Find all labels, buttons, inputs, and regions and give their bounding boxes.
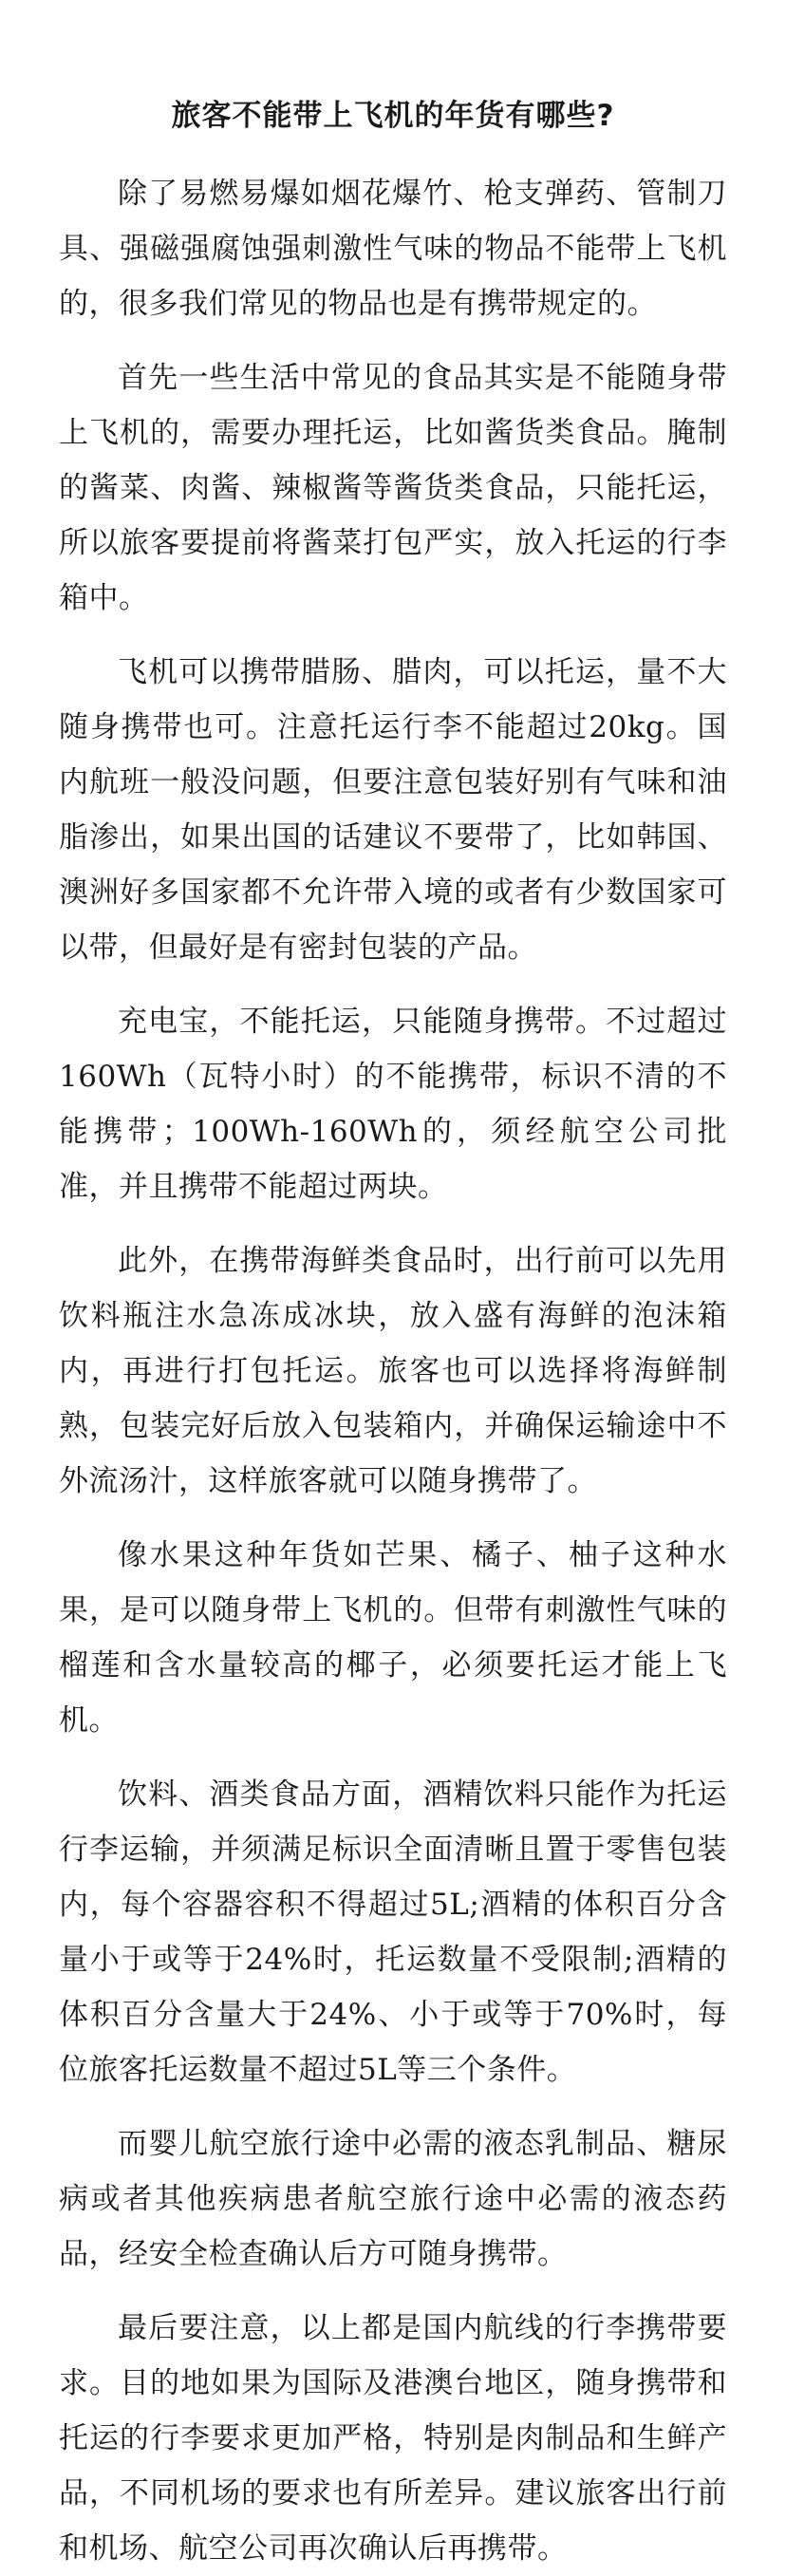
paragraph-4: 充电宝，不能托运，只能随身携带。不过超过160Wh（瓦特小时）的不能携带，标识不清的不能携带；100Wh-160Wh的，须经航空公司批准，并且携带不能超过两块。 [59,1005,727,1204]
paragraph-2: 首先一些生活中常见的食品其实是不能随身带上飞机的，需要办理托运，比如酱货类食品。腌制的酱菜、肉酱、辣椒酱等酱货类食品，只能托运，所以旅客要提前将酱菜打包严实，放入托运的行李箱中。 [59,361,727,615]
paragraph-8: 而婴儿航空旅行途中必需的液态乳制品、糖尿病或者其他疾病患者航空旅行途中必需的液态药品，经安全检查确认后方可随身携带。 [59,2127,727,2271]
paragraph-6: 像水果这种年货如芒果、橘子、柚子这种水果，是可以随身带上飞机的。但带有刺激性气味的榴莲和含水量较高的椰子，必须要托运才能上飞机。 [59,1538,727,1738]
paragraph-3: 飞机可以携带腊肠、腊肉，可以托运，量不大随身携带也可。注意托运行李不能超过20kg。国内航班一般没问题，但要注意包装好别有气味和油脂渗出，如果出国的话建议不要带了，比如韩国、澳洲好多国家都不允许带入境的或者有少数国家可以带，但最好是有密封包装的产品。 [59,655,727,965]
article-title: 旅客不能带上飞机的年货有哪些? [171,99,615,133]
paragraph-9: 最后要注意，以上都是国内航线的行李携带要求。目的地如果为国际及港澳台地区，随身携带和托运的行李要求更加严格，特别是肉制品和生鲜产品，不同机场的要求也有所差异。建议旅客出行前和机场、航空公司再次确认后再携带。 [59,2311,727,2566]
paragraph-7: 饮料、酒类食品方面，酒精饮料只能作为托运行李运输，并须满足标识全面清晰且置于零售包装内，每个容器容积不得超过5L;酒精的体积百分含量小于或等于24%时，托运数量不受限制;酒精的体积百分含量大于24%、小于或等于70%时，每位旅客托运数量不超过5L等三个条件。 [59,1777,727,2087]
paragraph-1: 除了易燃易爆如烟花爆竹、枪支弹药、管制刀具、强磁强腐蚀强刺激性气味的物品不能带上飞机的，很多我们常见的物品也是有携带规定的。 [59,177,727,321]
paragraph-5: 此外，在携带海鲜类食品时，出行前可以先用饮料瓶注水急冻成冰块，放入盛有海鲜的泡沫箱内，再进行打包托运。旅客也可以选择将海鲜制熟，包装完好后放入包装箱内，并确保运输途中不外流汤汁，这样旅客就可以随身携带了。 [59,1244,727,1498]
